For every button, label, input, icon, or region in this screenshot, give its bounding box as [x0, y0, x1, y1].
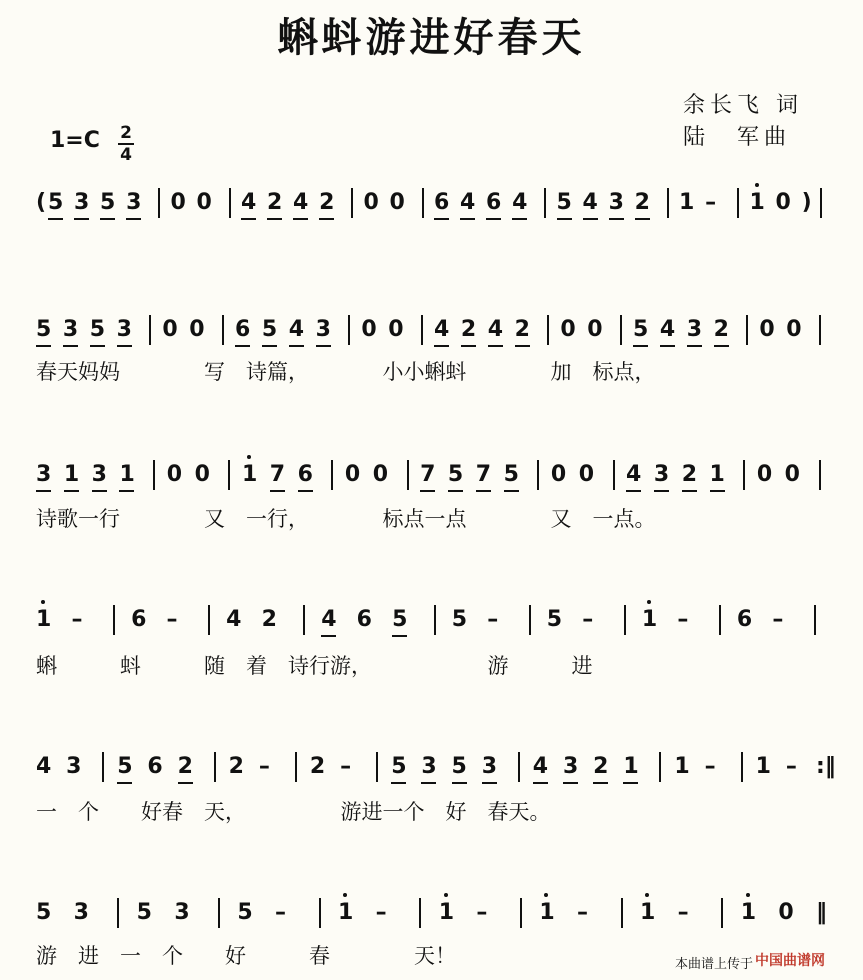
barline	[113, 605, 115, 635]
note: 4	[288, 317, 305, 342]
barline	[520, 898, 522, 928]
note: 6	[147, 754, 163, 779]
note: 5	[391, 754, 407, 779]
note: 4	[434, 317, 450, 342]
barline	[743, 460, 745, 490]
note: 5	[546, 607, 563, 632]
barline	[222, 315, 224, 345]
note: 2	[460, 317, 477, 342]
note: 6	[434, 190, 450, 215]
high-octave-dot	[645, 893, 649, 897]
note: 3	[73, 900, 89, 925]
barline	[547, 315, 549, 345]
rest: 0	[560, 317, 576, 342]
rest: 0	[166, 462, 183, 487]
note: 2	[713, 317, 729, 342]
barline	[544, 188, 546, 218]
staff-row	[0, 898, 863, 942]
barline	[719, 605, 721, 635]
lyrics-text: 游 进 一 个 好 春 天！	[36, 944, 456, 968]
barline	[153, 460, 155, 490]
note: 3	[62, 317, 79, 342]
rest: 0	[388, 317, 404, 342]
eighth-underline	[421, 782, 436, 784]
eighth-underline	[626, 490, 641, 492]
eighth-underline	[593, 782, 608, 784]
note: 2	[593, 754, 609, 779]
barline	[419, 898, 421, 928]
note: 2	[514, 317, 530, 342]
rest: 0	[189, 317, 205, 342]
rest: 0	[361, 317, 377, 342]
eighth-underline	[654, 490, 669, 492]
barline	[295, 752, 297, 782]
eighth-underline	[117, 782, 132, 784]
note: 5	[451, 754, 467, 779]
eighth-underline	[557, 218, 572, 220]
eighth-underline	[90, 345, 105, 347]
lyrics-text: 一 个 好春 天， 游进一个 好 春天。	[36, 800, 551, 824]
paren: (	[36, 190, 47, 215]
barline	[819, 460, 821, 490]
note: 2	[309, 754, 326, 779]
note: 1	[709, 462, 725, 487]
lyrics-line-5	[0, 798, 863, 828]
barline	[741, 752, 743, 782]
barline	[376, 752, 378, 782]
lyrics-text: 蝌 蚪 随 着 诗行游， 游 进	[36, 654, 593, 678]
lyrics-line-3	[0, 505, 863, 535]
barline	[659, 752, 661, 782]
barline	[348, 315, 350, 345]
note: 3	[562, 754, 579, 779]
note: 1	[119, 462, 135, 487]
eighth-underline	[533, 782, 548, 784]
eighth-underline	[298, 490, 313, 492]
note: 4	[512, 190, 528, 215]
note: 7	[269, 462, 286, 487]
rest: 0	[756, 462, 773, 487]
note: 5	[36, 900, 52, 925]
eighth-underline	[319, 218, 334, 220]
time-signature-bottom: 4	[120, 145, 132, 165]
note: 4	[226, 607, 242, 632]
note: 3	[481, 754, 498, 779]
note: 3	[66, 754, 82, 779]
eighth-underline	[74, 218, 89, 220]
note: 5	[136, 900, 152, 925]
note: 1	[755, 754, 771, 779]
eighth-underline	[241, 218, 256, 220]
note: 7	[475, 462, 492, 487]
note: 5	[392, 607, 408, 632]
barline	[814, 605, 816, 635]
barline	[407, 460, 409, 490]
lyricist-credit: 余长飞 词	[683, 93, 803, 118]
rest: 0	[372, 462, 389, 487]
rest: 0	[344, 462, 361, 487]
site-logo: 中国曲谱网	[755, 953, 825, 969]
rest: 0	[550, 462, 567, 487]
eighth-underline	[476, 490, 491, 492]
eighth-underline	[316, 345, 331, 347]
rest: 0	[162, 317, 178, 342]
hold-dash: –	[166, 607, 178, 632]
hold-dash: –	[71, 607, 83, 632]
note: 5	[89, 317, 106, 342]
note: 3	[91, 462, 107, 487]
lyrics-text: 诗歌一行 又 一行， 标点一点 又 一点。	[36, 507, 656, 531]
eighth-underline	[92, 490, 107, 492]
note: 3	[686, 317, 703, 342]
note: 3	[174, 900, 190, 925]
note: 1	[674, 754, 690, 779]
barline	[518, 752, 520, 782]
barline	[624, 605, 626, 635]
staff-row	[0, 188, 863, 232]
barline	[331, 460, 333, 490]
hold-dash: –	[704, 754, 716, 779]
note: 3	[421, 754, 437, 779]
note: 4	[487, 317, 504, 342]
rest: 0	[784, 462, 800, 487]
eighth-underline	[633, 345, 648, 347]
eighth-underline	[504, 490, 519, 492]
note: 2	[681, 462, 697, 487]
note: 6	[297, 462, 313, 487]
eighth-underline	[714, 345, 729, 347]
note: 1	[641, 607, 658, 632]
note: 6	[235, 317, 251, 342]
barline	[620, 315, 622, 345]
note: 1	[640, 900, 656, 925]
high-octave-dot	[247, 455, 251, 459]
eighth-underline	[126, 218, 141, 220]
eighth-underline	[267, 218, 282, 220]
hold-dash: –	[375, 900, 387, 925]
staff-row	[0, 315, 863, 359]
barline	[721, 898, 723, 928]
note: 5	[100, 190, 116, 215]
rest: 0	[170, 190, 186, 215]
barline	[819, 315, 821, 345]
eighth-underline	[420, 490, 435, 492]
eighth-underline	[512, 218, 527, 220]
note: 7	[420, 462, 436, 487]
eighth-underline	[270, 490, 285, 492]
lyrics-line-2	[0, 358, 863, 388]
note: 5	[36, 317, 52, 342]
high-octave-dot	[41, 600, 45, 604]
composer-credit: 陆 军曲	[683, 125, 792, 150]
song-title: 蝌蚪游进好春天	[277, 14, 586, 61]
barline	[737, 188, 739, 218]
barline	[208, 605, 210, 635]
eighth-underline	[482, 782, 497, 784]
rest: 0	[786, 317, 802, 342]
barline	[422, 188, 424, 218]
rest: 0	[759, 317, 775, 342]
hold-dash: –	[582, 607, 594, 632]
note: 5	[261, 317, 278, 342]
eighth-underline	[289, 345, 304, 347]
eighth-underline	[321, 635, 336, 637]
note: 2	[319, 190, 335, 215]
eighth-underline	[682, 490, 697, 492]
note: 3	[74, 190, 90, 215]
hold-dash: –	[487, 607, 499, 632]
eighth-underline	[461, 345, 476, 347]
lyrics-text: 春天妈妈 写 诗篇， 小小蝌蚪 加 标点，	[36, 360, 656, 384]
rest: 0	[778, 900, 794, 925]
note: 5	[237, 900, 253, 925]
note: 6	[486, 190, 502, 215]
eighth-underline	[293, 218, 308, 220]
note: 3	[126, 190, 142, 215]
note: 1	[438, 900, 454, 925]
hold-dash: –	[705, 190, 717, 215]
high-octave-dot	[343, 893, 347, 897]
high-octave-dot	[746, 893, 750, 897]
barline	[158, 188, 160, 218]
eighth-underline	[178, 782, 193, 784]
upload-note: 本曲谱上传于	[675, 957, 754, 972]
eighth-underline	[515, 345, 530, 347]
barline	[303, 605, 305, 635]
hold-dash: –	[677, 900, 689, 925]
eighth-underline	[391, 782, 406, 784]
barline	[421, 315, 423, 345]
eighth-underline	[434, 218, 449, 220]
barline	[667, 188, 669, 218]
barline	[117, 898, 119, 928]
note: 1	[679, 190, 695, 215]
note: 4	[659, 317, 676, 342]
eighth-underline	[100, 218, 115, 220]
note: 5	[447, 462, 464, 487]
barline	[434, 605, 436, 635]
barline	[529, 605, 531, 635]
barline	[149, 315, 151, 345]
eighth-underline	[710, 490, 725, 492]
note: 4	[532, 754, 549, 779]
barline	[820, 188, 822, 218]
note: 6	[736, 607, 753, 632]
eighth-underline	[635, 218, 650, 220]
note: 2	[177, 754, 193, 779]
end-barline: :‖	[816, 754, 836, 779]
staff-row	[0, 605, 863, 649]
note: 4	[36, 754, 52, 779]
paren: )	[801, 190, 812, 215]
note: 4	[582, 190, 598, 215]
eighth-underline	[452, 782, 467, 784]
eighth-underline	[64, 490, 79, 492]
eighth-underline	[235, 345, 250, 347]
note: 6	[131, 607, 147, 632]
barline	[214, 752, 216, 782]
eighth-underline	[48, 218, 63, 220]
note: 6	[356, 607, 372, 632]
eighth-underline	[392, 635, 407, 637]
rest: 0	[775, 190, 791, 215]
note: 4	[321, 607, 337, 632]
eighth-underline	[117, 345, 132, 347]
note: 2	[634, 190, 650, 215]
barline	[351, 188, 353, 218]
note: 4	[626, 462, 642, 487]
eighth-underline	[660, 345, 675, 347]
note: 1	[338, 900, 354, 925]
note: 5	[48, 190, 64, 215]
rest: 0	[587, 317, 603, 342]
note: 3	[315, 317, 331, 342]
lyrics-line-4	[0, 652, 863, 682]
barline	[228, 460, 230, 490]
note: 4	[241, 190, 257, 215]
hold-dash: –	[274, 900, 286, 925]
eighth-underline	[262, 345, 277, 347]
note: 1	[539, 900, 555, 925]
note: 2	[261, 607, 277, 632]
note: 1	[749, 190, 765, 215]
rest: 0	[389, 190, 405, 215]
high-octave-dot	[647, 600, 651, 604]
eighth-underline	[488, 345, 503, 347]
rest: 0	[194, 462, 210, 487]
note: 3	[608, 190, 624, 215]
key-signature: 1=C	[50, 128, 100, 153]
eighth-underline	[36, 490, 51, 492]
note: 5	[117, 754, 133, 779]
eighth-underline	[460, 218, 475, 220]
eighth-underline	[687, 345, 702, 347]
hold-dash: –	[340, 754, 352, 779]
hold-dash: –	[677, 607, 689, 632]
note: 1	[623, 754, 639, 779]
eighth-underline	[623, 782, 638, 784]
rest: 0	[196, 190, 212, 215]
hold-dash: –	[785, 754, 797, 779]
hold-dash: –	[476, 900, 488, 925]
staff-row	[0, 460, 863, 504]
barline	[613, 460, 615, 490]
barline	[319, 898, 321, 928]
high-octave-dot	[755, 183, 759, 187]
note: 5	[556, 190, 572, 215]
barline	[621, 898, 623, 928]
eighth-underline	[36, 345, 51, 347]
end-barline: ‖	[816, 900, 827, 925]
note: 4	[460, 190, 476, 215]
high-octave-dot	[544, 893, 548, 897]
note: 3	[653, 462, 670, 487]
barline	[229, 188, 231, 218]
rest: 0	[363, 190, 379, 215]
hold-dash: –	[772, 607, 784, 632]
staff-row	[0, 752, 863, 796]
note: 2	[267, 190, 283, 215]
barline	[102, 752, 104, 782]
time-signature-top: 2	[120, 123, 132, 143]
eighth-underline	[434, 345, 449, 347]
eighth-underline	[563, 782, 578, 784]
note: 5	[503, 462, 519, 487]
note: 5	[633, 317, 649, 342]
note: 3	[36, 462, 52, 487]
note: 3	[116, 317, 132, 342]
eighth-underline	[119, 490, 134, 492]
high-octave-dot	[444, 893, 448, 897]
eighth-underline	[583, 218, 598, 220]
barline	[218, 898, 220, 928]
note: 1	[241, 462, 258, 487]
barline	[746, 315, 748, 345]
rest: 0	[578, 462, 595, 487]
eighth-underline	[448, 490, 463, 492]
eighth-underline	[609, 218, 624, 220]
note: 1	[36, 607, 52, 632]
time-signature	[118, 124, 134, 164]
note: 1	[63, 462, 80, 487]
note: 4	[293, 190, 309, 215]
hold-dash: –	[577, 900, 588, 925]
note: 1	[740, 900, 757, 925]
note: 2	[228, 754, 244, 779]
note: 5	[451, 607, 468, 632]
hold-dash: –	[258, 754, 270, 779]
eighth-underline	[486, 218, 501, 220]
eighth-underline	[63, 345, 78, 347]
barline	[537, 460, 539, 490]
